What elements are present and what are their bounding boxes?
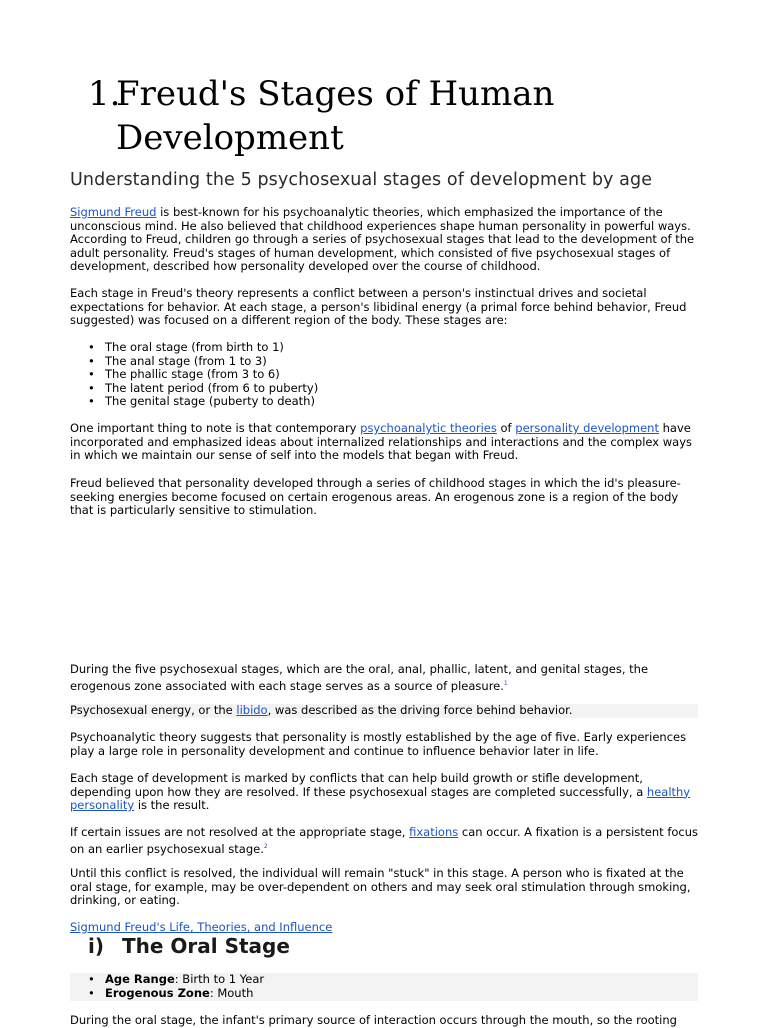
personality-development-link[interactable]: personality development (515, 421, 659, 435)
section-title: The Oral Stage (122, 934, 290, 958)
contemporary-text-b: of (496, 421, 516, 435)
contemporary-text-c: have incorporated and emphasized ideas about internalized relationships and interactions and the complex ways in which we maintain our sense of self into the models that began with Freud. (70, 421, 692, 463)
libido-link[interactable]: libido (236, 703, 268, 717)
stuck-paragraph: Until this conflict is resolved, the individual will remain "stuck" in this stage. A person who is fixated at the oral stage, for example, may be over-dependent on others and may seek oral stimulation through smoking, drinking, or eating. (70, 866, 691, 908)
title-line-1: Freud's Stages of Human (116, 74, 555, 114)
fact-value: : Birth to 1 Year (174, 972, 265, 986)
page-title (88, 72, 554, 160)
contemporary-text-a: One important thing to note is that contemporary (70, 421, 361, 435)
list-item: • The anal stage (from 1 to 3) (70, 355, 670, 369)
psychoanalytic-theories-link[interactable]: psychoanalytic theories (360, 421, 497, 435)
freud-life-link[interactable]: Sigmund Freud's Life, Theories, and Influence (70, 920, 333, 934)
erogenous-paragraph: Freud believed that personality developed through a series of childhood stages in which the id's pleasure-seeking energies become focused on certain erogenous areas. An erogenous zone is a region of the body that is particularly sensitive to stimulation. (70, 476, 681, 518)
fixations-text-a: If certain issues are not resolved at the appropriate stage, (70, 825, 410, 839)
oral-stage-heading (88, 934, 290, 958)
contemporary-paragraph (70, 422, 700, 463)
intro-paragraph (70, 206, 700, 274)
footnote-1[interactable]: 1 (503, 679, 508, 687)
fixations-text-b: can occur. A fixation is a persistent focus on an earlier psychosexual stage. (70, 825, 699, 856)
list-item: • The phallic stage (from 3 to 6) (70, 368, 670, 382)
footnote-2[interactable]: 2 (263, 842, 268, 850)
five-stages-text: During the five psychosexual stages, which are the oral, anal, phallic, latent, and genital stages, the erogenous zone associated with each stage serves as a source of pleasure. (70, 662, 649, 693)
five-stages-paragraph (70, 663, 700, 693)
fact-value: : Mouth (209, 985, 254, 1000)
fixations-link[interactable]: fixations (409, 825, 459, 839)
list-item (70, 987, 670, 1001)
fixations-paragraph (70, 826, 700, 856)
libido-paragraph (70, 704, 700, 718)
sigmund-freud-link[interactable]: Sigmund Freud (70, 205, 157, 219)
healthy-personality-link[interactable]: healthy personality (70, 784, 691, 813)
conflicts-text-b: is the result. (134, 798, 210, 813)
related-link-line (70, 921, 700, 935)
fact-label: Erogenous Zone (105, 985, 210, 1000)
oral-stage-paragraph: During the oral stage, the infant's primary source of interaction occurs through the mouth, so the rooting (70, 1013, 677, 1027)
page-subtitle: Understanding the 5 psychosexual stages of development by age (70, 170, 653, 190)
conflicts-paragraph (70, 772, 700, 813)
oral-facts-list (70, 973, 670, 1000)
list-item: • The genital stage (puberty to death) (70, 395, 670, 409)
section-number: i) (88, 934, 104, 958)
intro-text: is best-known for his psychoanalytic theories, which emphasized the importance of the unconscious mind. He also believed that childhood experiences shape human personality in powerful ways. According to Freud, children go through a series of psychosexual stages that lead to the development of the adult personality. Freud's stages of human development, which consisted of five psychosexual stages of development, described how personality developed over the course of childhood. (70, 205, 695, 274)
conflict-paragraph: Each stage in Freud's theory represents a conflict between a person's instinctual drives and societal expectations for behavior. At each stage, a person's libidinal energy (a primal force behind behavior, Freud suggested) was focused on a different region of the body. These stages are: (70, 286, 687, 328)
libido-text-b: , was described as the driving force behind behavior. (267, 703, 573, 717)
conflicts-text-a: Each stage of development is marked by conflicts that can help build growth or stifle development, depending upon how they are resolved. If these psychosexual stages are completed successfully, a (70, 771, 647, 799)
list-item: • The latent period (from 6 to puberty) (70, 382, 670, 396)
list-item: • The oral stage (from birth to 1) (70, 341, 670, 355)
fact-label: Age Range (105, 972, 175, 986)
age-five-paragraph: Psychoanalytic theory suggests that personality is mostly established by the age of five. Early experiences play a large role in personality development and continue to influence behavior later in life. (70, 730, 687, 758)
libido-text-a: Psychosexual energy, or the (70, 703, 237, 717)
stages-list (70, 341, 670, 409)
title-number: 1. (88, 74, 121, 114)
title-line-2: Development (116, 118, 344, 158)
list-item (70, 973, 670, 987)
